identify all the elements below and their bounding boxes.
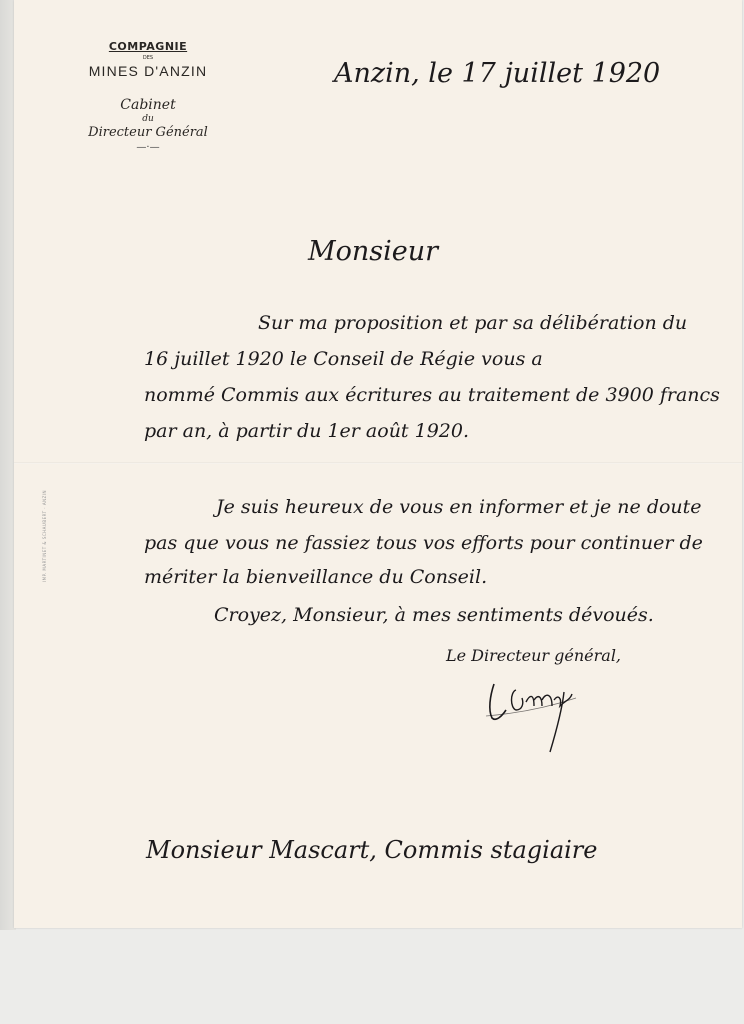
letterhead-ornament: —·— (136, 142, 160, 153)
printer-mark: IMP. MARTINET & SCHAUBERT · ANZIN (42, 490, 47, 583)
letterhead-du: du (142, 114, 154, 124)
letterhead (58, 40, 238, 153)
letterhead-company: COMPAGNIE (108, 40, 188, 53)
letterhead-des: DES (142, 55, 154, 61)
letterhead-mines: MINES D'ANZIN (88, 63, 208, 79)
closing: Croyez, Monsieur, à mes sentiments dévoués. (214, 604, 654, 626)
paragraph2-line1: Je suis heureux de vous en informer et je ne doute (216, 496, 702, 518)
paper-fold-line (14, 462, 742, 464)
paragraph1-line3: nommé Commis aux écritures au traitement de 3900 francs (144, 384, 720, 406)
paragraph1-line1: Sur ma proposition et par sa délibération du (258, 312, 688, 334)
paragraph1-line4: par an, à partir du 1er août 1920. (144, 420, 469, 442)
paragraph2-line3: mériter la bienveillance du Conseil. (144, 566, 488, 588)
letterhead-cabinet: Cabinet (120, 97, 176, 113)
salutation: Monsieur (308, 236, 439, 267)
paragraph1-line2: 16 juillet 1920 le Conseil de Régie vous a (144, 348, 543, 370)
signature (480, 670, 590, 760)
date-line: Anzin, le 17 juillet 1920 (334, 58, 661, 89)
letterhead-directeur: Directeur Général (88, 125, 208, 140)
addressee: Monsieur Mascart, Commis stagiaire (146, 836, 598, 864)
paragraph2-line2: pas que vous ne fassiez tous vos efforts pour continuer de (144, 532, 703, 554)
signatory-title: Le Directeur général, (446, 646, 622, 665)
